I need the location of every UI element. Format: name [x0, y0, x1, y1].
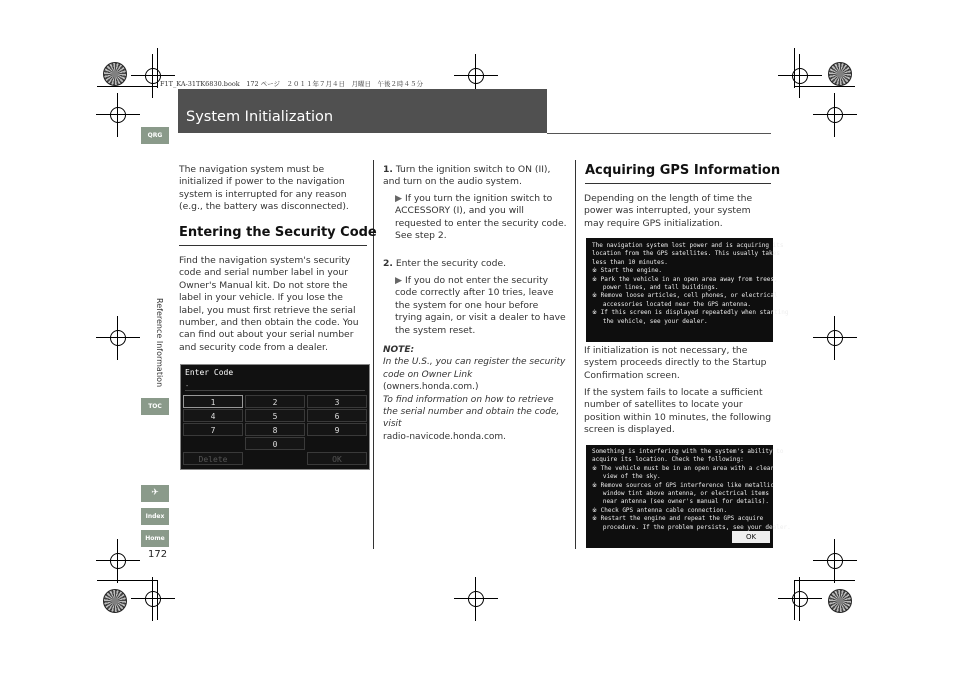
arrow-icon: ▶	[395, 193, 403, 204]
crosshair-icon	[787, 586, 813, 612]
step-2	[383, 258, 567, 270]
crosshair-icon	[822, 102, 848, 128]
step-text: Turn the ignition switch to ON (II), and turn on the audio system.	[383, 164, 551, 188]
page-number: 172	[148, 549, 168, 560]
gps-heading: Acquiring GPS Information	[585, 163, 781, 178]
crosshair-icon	[140, 586, 166, 612]
key-8[interactable]: 8	[245, 423, 305, 436]
crosshair-icon	[822, 325, 848, 351]
crop-mark	[795, 86, 855, 87]
note-text-2: To find information on how to retrieve the serial number and obtain the code, visit	[383, 394, 560, 430]
key-0[interactable]: 0	[245, 437, 305, 450]
key-1[interactable]: 1	[183, 395, 243, 408]
gps-text-3: If the system fails to locate a sufficient number of satellites to locate your position within 10 minutes, the following screen is displayed.	[584, 387, 772, 436]
crop-mark	[795, 580, 855, 581]
screen-line: ※ Check GPS antenna cable connection.	[592, 506, 728, 514]
screen-line: ※ Restart the engine and repeat the GPS acquire	[592, 515, 764, 523]
screen-line: ※ Park the vehicle in an open area away from trees,	[592, 275, 778, 283]
screen-line: ※ The vehicle must be in an open area with a clear	[592, 464, 775, 472]
index-button[interactable]: Index	[141, 508, 169, 525]
key-2[interactable]: 2	[245, 395, 305, 408]
column-divider	[575, 160, 576, 549]
step-1-sub	[395, 193, 567, 243]
screen-line: ※ Remove loose articles, cell phones, or electrical	[592, 292, 778, 300]
screen-line: power lines, and tall buildings.	[592, 284, 719, 292]
crosshair-icon	[463, 63, 489, 89]
screen-line: less than 10 minutes.	[592, 258, 668, 266]
intro-text: The navigation system must be initialized if power to the navigation system is interrupted for any reason (e.g., the battery was disconnected).	[179, 164, 349, 213]
key-7[interactable]: 7	[183, 423, 243, 436]
screen-line: acquire its location. Check the following:	[592, 456, 744, 464]
key-4[interactable]: 4	[183, 409, 243, 422]
gps-text-1: Depending on the length of time the power was interrupted, your system may require GPS initialization.	[584, 193, 753, 229]
screen-line: procedure. If the problem persists, see your dealer.	[592, 523, 791, 531]
key-3[interactable]: 3	[307, 395, 367, 408]
sub-text: If you turn the ignition switch to ACCESSORY (I), and you will requested to enter the security code. See step 2.	[395, 193, 567, 242]
crop-mark	[97, 580, 157, 581]
section-label: Reference Information	[155, 298, 164, 388]
note-text: In the U.S., you can register the security code on Owner Link	[383, 357, 566, 380]
key-9[interactable]: 9	[307, 423, 367, 436]
voice-button[interactable]	[141, 485, 169, 502]
voice-command-icon: ✈	[151, 488, 159, 498]
screen-line: The navigation system lost power and is acquiring its	[592, 242, 784, 249]
screen-line: Something is interfering with the system's ability to	[592, 448, 784, 455]
note-link: (owners.honda.com.)	[383, 382, 479, 393]
step-number: 1.	[383, 164, 393, 175]
gps-interference-screen	[586, 445, 791, 548]
note-block	[383, 344, 569, 443]
crosshair-icon	[822, 548, 848, 574]
crop-mark	[157, 580, 158, 620]
key-6[interactable]: 6	[307, 409, 367, 422]
home-button[interactable]: Home	[141, 530, 169, 547]
key-5[interactable]: 5	[245, 409, 305, 422]
column-divider	[373, 160, 374, 549]
step-2-sub	[395, 275, 567, 337]
toc-button[interactable]: TOC	[141, 398, 169, 415]
code-entry-field[interactable]: -	[185, 382, 365, 391]
step-number: 2.	[383, 258, 393, 269]
note-line-1	[383, 356, 569, 393]
crop-mark	[794, 580, 795, 620]
heading-underline	[585, 183, 771, 184]
enter-code-screen	[180, 364, 370, 470]
qrg-button[interactable]: QRG	[141, 127, 169, 144]
screen-line: ※ If this screen is displayed repeatedly when starting	[592, 309, 789, 317]
screen-title: Enter Code	[185, 368, 234, 377]
crosshair-icon	[105, 325, 131, 351]
print-header: F1T_KA-31TK6830.book 172 ページ ２０１１年７月４日 月曜日 午後２時４５分	[160, 80, 424, 88]
page-title: System Initialization	[186, 109, 334, 125]
delete-button[interactable]: Delete	[183, 452, 243, 465]
note-url: radio-navicode.honda.com.	[383, 431, 507, 442]
screen-line: near antenna (see owner's manual for details).	[592, 498, 770, 506]
screen-line: window tint above antenna, or electrical items	[592, 490, 770, 498]
crop-mark	[157, 48, 158, 88]
sub-text: If you do not enter the security code correctly after 10 tries, leave the system for one hour before trying again, or visit a dealer to have the system reset.	[395, 275, 566, 336]
gps-acquiring-screen	[586, 238, 789, 342]
crosshair-icon	[105, 548, 131, 574]
title-rule	[547, 133, 771, 134]
registration-target-icon	[828, 589, 852, 613]
screen-line: view of the sky.	[592, 473, 661, 481]
crop-mark	[794, 48, 795, 88]
security-code-heading: Entering the Security Code	[179, 225, 377, 240]
registration-target-icon	[103, 62, 127, 86]
title-bar	[178, 89, 547, 133]
screen-line: location from the GPS satellites. This usually takes	[592, 250, 780, 258]
screen-line: ※ Start the engine.	[592, 267, 663, 275]
ok-button[interactable]: OK	[307, 452, 367, 465]
ok-button[interactable]: OK	[732, 531, 770, 543]
registration-target-icon	[103, 589, 127, 613]
screen-line: ※ Remove sources of GPS interference like metallic	[592, 481, 775, 489]
step-1	[383, 164, 567, 189]
crop-mark	[97, 86, 157, 87]
screen-line: the vehicle, see your dealer.	[592, 317, 708, 325]
gps-text-2: If initialization is not necessary, the system proceeds directly to the Startup Confirmation screen.	[584, 345, 767, 381]
note-label: NOTE:	[383, 345, 415, 355]
crosshair-icon	[463, 586, 489, 612]
arrow-icon: ▶	[395, 275, 403, 286]
step-text: Enter the security code.	[395, 258, 507, 269]
security-code-text: Find the navigation system's security code and serial number label in your Owner's Manual kit. Do not store the label in your vehicle. If you lose the label, you must first retrieve the serial number, and then obtain the code. You can find out about your serial number and security code from a dealer.	[179, 255, 359, 353]
registration-target-icon	[828, 62, 852, 86]
crosshair-icon	[105, 102, 131, 128]
screen-line: accessories located near the GPS antenna.	[592, 300, 751, 308]
heading-underline	[179, 245, 367, 246]
